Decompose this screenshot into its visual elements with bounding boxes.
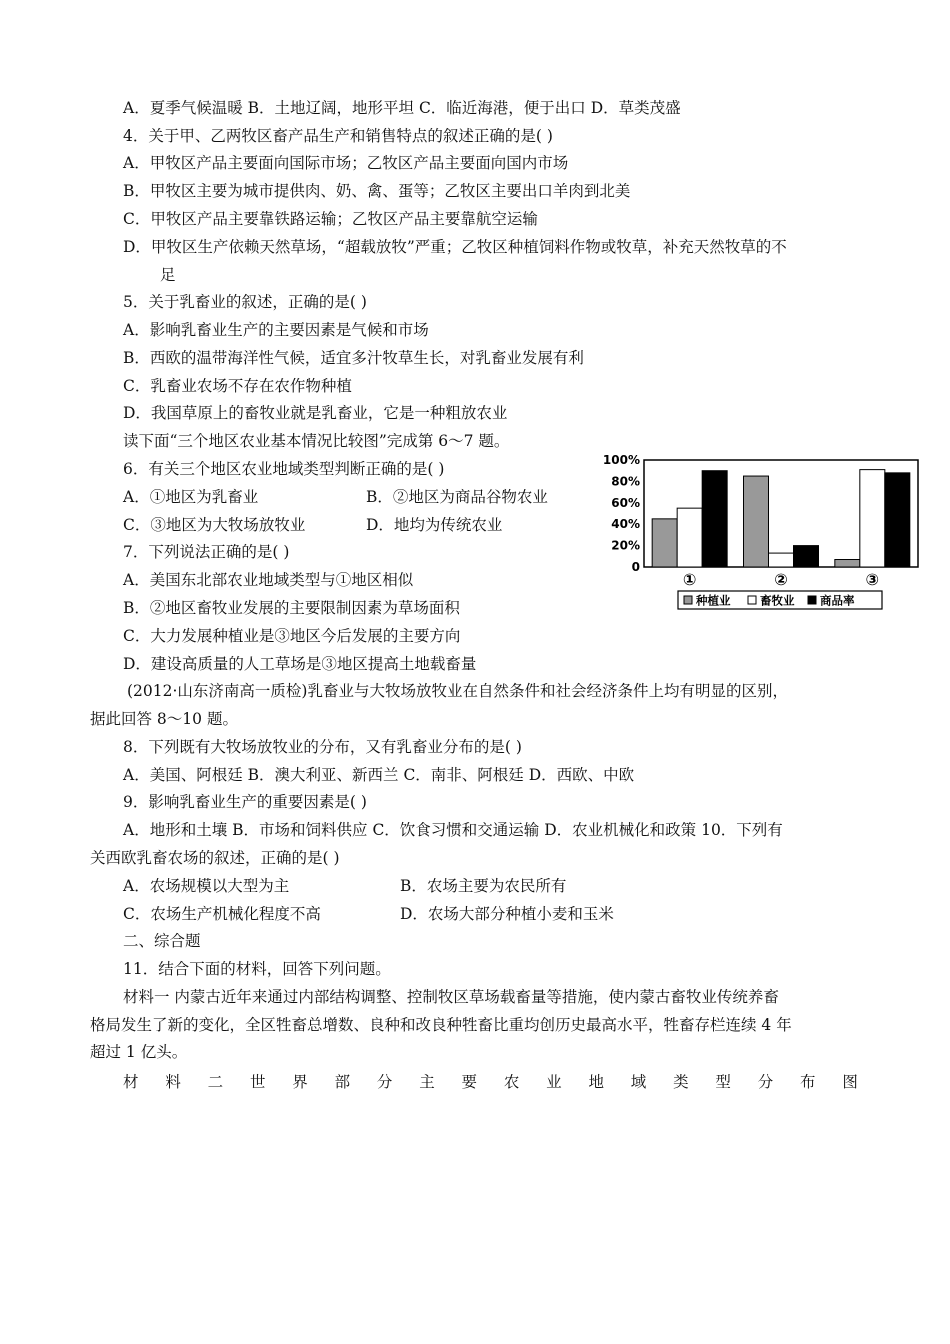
q8-options: A．美国、阿根廷 B．澳大利亚、新西兰 C．南非、阿根廷 D．西欧、中欧 (123, 766, 635, 784)
q9-options: A．地形和土壤 B．市场和饲料供应 C．饮食习惯和交通运输 D．农业机械化和政策 10．下列有 (123, 821, 783, 839)
material-2-char: 地 (588, 1073, 604, 1091)
y-tick-label: 20% (611, 538, 640, 553)
q8-10-intro: (2012·山东济南高一质检)乳畜业与大牧场放牧业在自然条件和社会经济条件上均有明显的区别， (127, 682, 788, 700)
q8-stem: 8．下列既有大牧场放牧业的分布，又有乳畜业分布的是( ) (123, 738, 522, 756)
q7-stem: 7．下列说法正确的是( ) (123, 543, 290, 561)
q4-stem: 4．关于甲、乙两牧区畜产品生产和销售特点的叙述正确的是( ) (123, 127, 553, 145)
legend-swatch (684, 596, 692, 604)
material-2-char: 农 (503, 1073, 520, 1091)
q11-stem: 11．结合下面的材料，回答下列问题。 (123, 960, 391, 978)
q10-option-c: C．农场生产机械化程度不高 (123, 905, 321, 923)
material-2-char: 料 (165, 1073, 181, 1091)
bar-商品率 (702, 471, 727, 567)
q9-stem: 9．影响乳畜业生产的重要因素是( ) (123, 793, 367, 811)
q7-option-b: B．②地区畜牧业发展的主要限制因素为草场面积 (123, 599, 460, 617)
material-2-char: 材 (123, 1073, 139, 1091)
q5-stem: 5．关于乳畜业的叙述，正确的是( ) (123, 293, 367, 311)
material-1-cont: 格局发生了新的变化，全区牲畜总增数、良种和改良种牲畜比重均创历史最高水平，牲畜存栏连续 4 年 (90, 1016, 792, 1034)
q4-option-c: C．甲牧区产品主要靠铁路运输；乙牧区产品主要靠航空运输 (123, 210, 538, 228)
legend-label: 商品率 (820, 593, 855, 608)
material-2-char: 型 (715, 1073, 731, 1091)
material-1: 材料一 内蒙古近年来通过内部结构调整、控制牧区草场载畜量等措施，使内蒙古畜牧业传统养畜 (123, 988, 779, 1006)
category-label: ③ (865, 570, 880, 589)
material-2-char: 分 (376, 1073, 393, 1091)
material-2-char: 类 (673, 1073, 689, 1091)
material-2-char: 布 (800, 1073, 816, 1091)
q10-option-a: A．农场规模以大型为主 (123, 877, 290, 895)
bar-畜牧业 (860, 470, 885, 567)
q4-option-a: A．甲牧区产品主要面向国际市场；乙牧区产品主要面向国内市场 (123, 154, 569, 172)
bar-畜牧业 (769, 553, 794, 567)
y-tick-label: 0 (631, 560, 640, 574)
bar-种植业 (744, 476, 769, 567)
bar-商品率 (885, 473, 910, 567)
agriculture-comparison-chart (588, 450, 928, 630)
material-2-char: 域 (630, 1073, 647, 1091)
bar-种植业 (652, 519, 677, 567)
q6-stem: 6．有关三个地区农业地域类型判断正确的是( ) (123, 460, 445, 478)
q6-7-intro: 读下面“三个地区农业基本情况比较图”完成第 6～7 题。 (123, 432, 510, 450)
q10-option-d: D．农场大部分种植小麦和玉米 (400, 905, 614, 923)
y-tick-label: 100% (602, 453, 640, 467)
legend-label: 种植业 (696, 593, 731, 608)
material-2-char: 要 (461, 1073, 478, 1091)
material-2-char: 世 (249, 1073, 266, 1091)
q4-option-d-cont: 足 (160, 266, 176, 284)
legend-label: 畜牧业 (760, 593, 795, 608)
y-tick-label: 60% (611, 495, 640, 510)
material-1-end: 超过 1 亿头。 (90, 1043, 188, 1061)
legend-swatch (748, 596, 756, 604)
q7-option-c: C．大力发展种植业是③地区今后发展的主要方向 (123, 627, 461, 645)
material-2-char: 界 (292, 1073, 308, 1091)
legend-swatch (808, 596, 816, 604)
category-label: ② (774, 570, 788, 589)
section-heading: 二、综合题 (123, 932, 201, 950)
material-2-char: 分 (757, 1073, 774, 1091)
bar-种植业 (835, 560, 860, 567)
q5-option-d: D．我国草原上的畜牧业就是乳畜业，它是一种粗放农业 (123, 404, 508, 422)
q4-option-b: B．甲牧区主要为城市提供肉、奶、禽、蛋等；乙牧区主要出口羊肉到北美 (123, 182, 631, 200)
material-2-char: 主 (419, 1073, 435, 1091)
q3-options: A．夏季气候温暖 B．土地辽阔，地形平坦 C．临近海港，便于出口 D．草类茂盛 (123, 99, 681, 117)
material-2-char: 业 (546, 1073, 562, 1091)
q7-option-a: A．美国东北部农业地域类型与①地区相似 (123, 571, 414, 589)
y-tick-label: 40% (611, 517, 640, 532)
q5-option-c: C．乳畜业农场不存在农作物种植 (123, 377, 352, 395)
material-2-char: 部 (334, 1073, 351, 1091)
material-2-title (123, 1072, 858, 1092)
q6-option-c: C．③地区为大牧场放牧业 (123, 516, 306, 534)
q7-option-d: D．建设高质量的人工草场是③地区提高土地载畜量 (123, 655, 477, 673)
q5-option-b: B．西欧的温带海洋性气候，适宜多汁牧草生长，对乳畜业发展有利 (123, 349, 584, 367)
q10-option-b: B．农场主要为农民所有 (400, 877, 567, 895)
y-tick-label: 80% (611, 474, 640, 489)
category-label: ① (682, 570, 697, 589)
q5-option-a: A．影响乳畜业生产的主要因素是气候和市场 (123, 321, 429, 339)
q6-option-d: D．地均为传统农业 (366, 516, 503, 534)
bar-畜牧业 (677, 508, 702, 567)
q6-option-a: A．①地区为乳畜业 (123, 488, 259, 506)
material-2-char: 二 (207, 1073, 224, 1091)
q8-10-intro-cont: 据此回答 8～10 题。 (90, 710, 238, 728)
bar-商品率 (794, 546, 819, 567)
q4-option-d: D．甲牧区生产依赖天然草场，“超载放牧”严重；乙牧区种植饲料作物或牧草，补充天然牧草的不 (123, 238, 787, 256)
q10-stem-cont: 关西欧乳畜农场的叙述，正确的是( ) (90, 849, 340, 867)
q6-option-b: B．②地区为商品谷物农业 (366, 488, 548, 506)
material-2-char: 图 (842, 1073, 858, 1091)
